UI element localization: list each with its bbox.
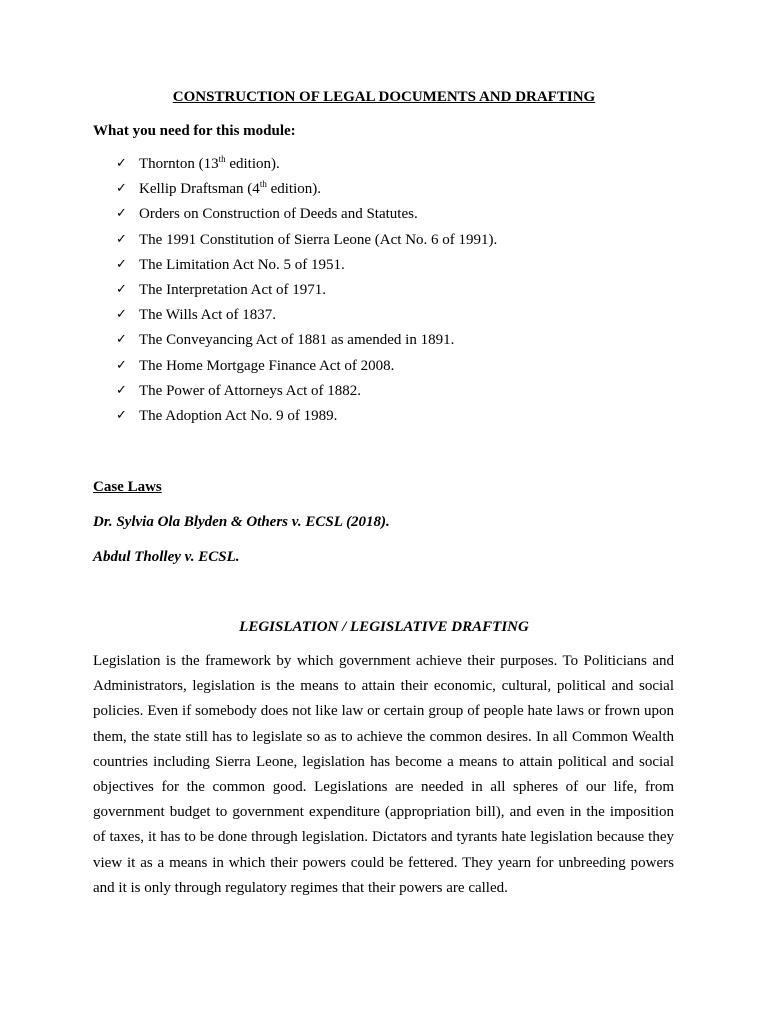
module-requirements-heading: What you need for this module: — [93, 123, 296, 139]
list-item-text: The Home Mortgage Finance Act of 2008. — [139, 357, 395, 374]
check-icon: ✓ — [116, 206, 127, 222]
list-item-text: Kellip Draftsman (4th edition). — [139, 179, 321, 198]
check-icon: ✓ — [116, 281, 127, 297]
list-item-text: The Limitation Act No. 5 of 1951. — [139, 256, 345, 273]
check-icon: ✓ — [116, 307, 127, 323]
check-icon: ✓ — [116, 332, 127, 348]
check-icon: ✓ — [116, 231, 127, 247]
list-item-text: The Wills Act of 1837. — [139, 307, 277, 324]
list-item-text: Thornton (13th edition). — [139, 154, 280, 172]
check-icon: ✓ — [116, 357, 127, 373]
case-laws-heading: Case Laws — [93, 479, 162, 495]
section-heading: LEGISLATION / LEGISLATIVE DRAFTING — [239, 619, 529, 635]
list-item-text: The Adoption Act No. 9 of 1989. — [139, 407, 338, 424]
list-item-text: The Power of Attorneys Act of 1882. — [139, 382, 362, 399]
list-item-text: The Interpretation Act of 1971. — [139, 281, 327, 298]
body-paragraph: Legislation is the framework by which government achieve their purposes. To Politicians and Administrators, legislation is the means to attain their economic, cultural, political and social policies. Even if somebody does not like law or certain group of people hate laws or frown upon them, the state still has to legislate so as to achieve the common desires. In all Common Wealth countries including Sierra Leone, legislation has become a means to attain political and social objectives for the common good. Legislations are needed in all spheres of our life, from government budget to government expenditure (appropriation bill), and even in the imposition of taxes, it has to be done through legislation. Dictators and tyrants hate legislation because they view it as a means in which their powers could be fettered. They yearn for unbreeding powers and it is only through regulatory regimes that their powers are called. — [93, 653, 674, 896]
case-citation: Dr. Sylvia Ola Blyden & Others v. ECSL (2018). — [93, 514, 390, 530]
case-citation: Abdul Tholley v. ECSL. — [93, 549, 240, 565]
list-item-text: Orders on Construction of Deeds and Statutes. — [139, 206, 418, 223]
check-icon: ✓ — [116, 256, 127, 272]
check-icon: ✓ — [116, 181, 127, 197]
check-icon: ✓ — [116, 407, 127, 423]
check-icon: ✓ — [116, 156, 127, 171]
list-item-text: The 1991 Constitution of Sierra Leone (Act No. 6 of 1991). — [139, 231, 498, 248]
list-item-text: The Conveyancing Act of 1881 as amended in 1891. — [139, 332, 455, 349]
document-title: CONSTRUCTION OF LEGAL DOCUMENTS AND DRAFTING — [172, 89, 596, 105]
check-icon: ✓ — [116, 382, 127, 398]
